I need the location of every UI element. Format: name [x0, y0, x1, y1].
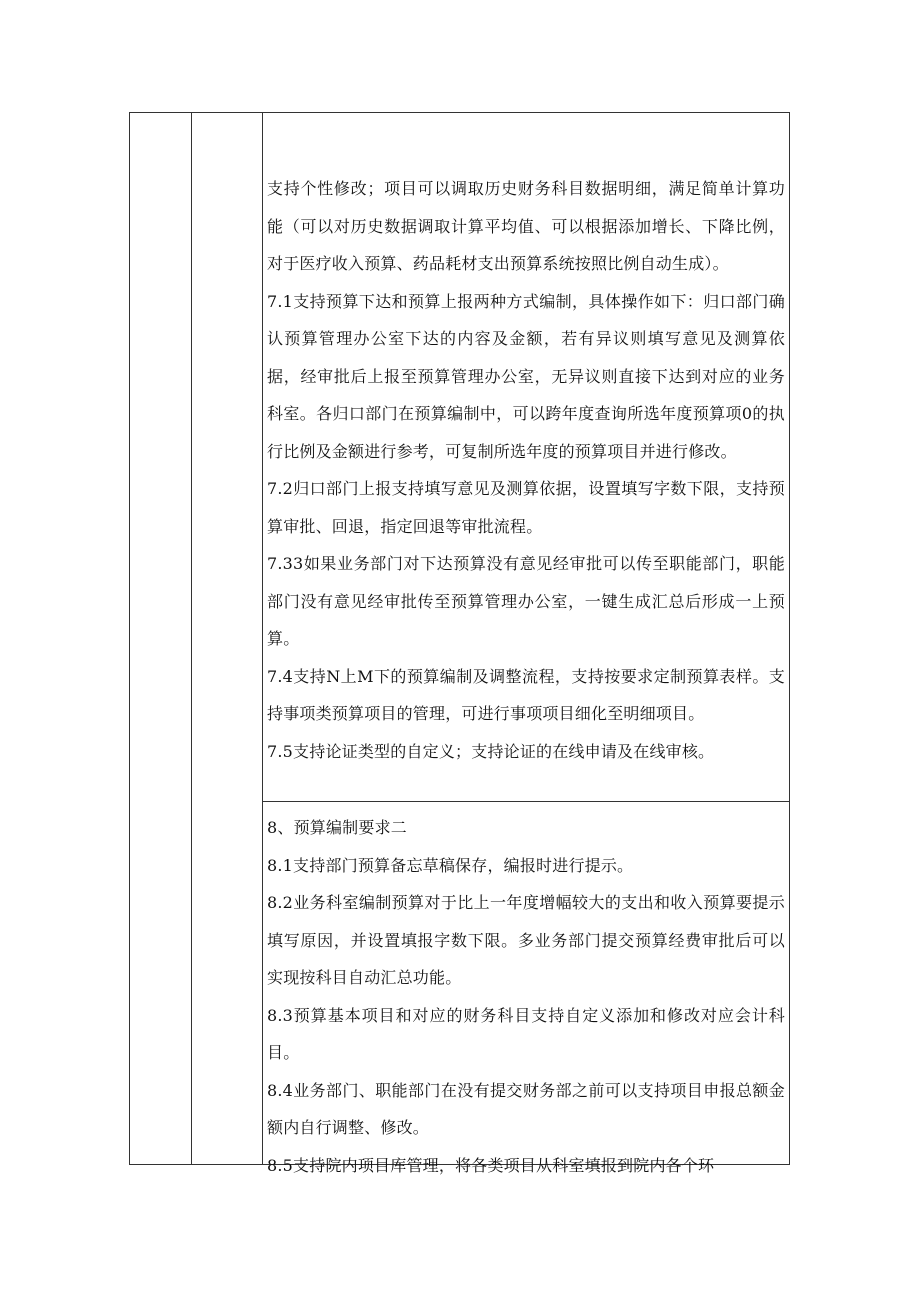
paragraph-7-2: 7.2归口部门上报支持填写意见及测算依据，设置填写字数下限，支持预算审批、回退，指定回退等审批流程。 — [267, 479, 785, 536]
paragraph-7-4: 7.4支持N上M下的预算编制及调整流程，支持按要求定制预算表样。支持事项类预算项目的管理，可进行事项项目细化至明细项目。 — [267, 666, 785, 723]
paragraph-8-4: 8.4业务部门、职能部门在没有提交财务部之前可以支持项目申报总额金额内自行调整、修改。 — [267, 1080, 785, 1137]
paragraph-7-5: 7.5支持论证类型的自定义；支持论证的在线申请及在线审核。 — [267, 741, 715, 761]
row-divider — [262, 801, 789, 802]
paragraph-8-5: 8.5支持院内项目库管理，将各类项目从科室填报到院内各个环 — [267, 1155, 715, 1175]
paragraph-7-1: 7.1支持预算下达和预算上报两种方式编制，具体操作如下：归口部门确认预算管理办公室下达的内容及金额，若有异议则填写意见及测算依据，经审批后上报至预算管理办公室，无异议则直接下达到对应的业务科室。各归口部门在预算编制中，可以跨年度查询所选年度预算项0的执行比例及金额进行参考，可复制所选年度的预算项目并进行修改。 — [267, 291, 785, 461]
requirements-table — [129, 112, 790, 1175]
paragraph-8-2: 8.2业务科室编制预算对于比上一年度增幅较大的支出和收入预算要提示填写原因，并设置填报字数下限。多业务部门提交预算经费审批后可以实现按科目自动汇总功能。 — [267, 893, 785, 987]
paragraph-7-3: 7.33如果业务部门对下达预算没有意见经审批可以传至职能部门，职能部门没有意见经审批传至预算管理办公室，一键生成汇总后形成一上预算。 — [267, 554, 785, 648]
column-divider-2 — [262, 113, 263, 1164]
paragraph-8-3: 8.3预算基本项目和对应的财务科目支持自定义添加和修改对应会计科目。 — [267, 1005, 785, 1062]
requirements-cell-7 — [267, 170, 785, 770]
paragraph-8-1: 8.1支持部门预算备忘草稿保存，编报时进行提示。 — [267, 855, 634, 875]
paragraph-intro: 支持个性修改；项目可以调取历史财务科目数据明细，满足简单计算功能（可以对历史数据调取计算平均值、可以根据添加增长、下降比例，对于医疗收入预算、药品耗材支出预算系统按照比例自动生成）。 — [267, 179, 785, 273]
requirements-cell-8 — [267, 809, 785, 1184]
column-divider-1 — [191, 113, 192, 1164]
section-heading-8: 8、预算编制要求二 — [267, 818, 407, 837]
